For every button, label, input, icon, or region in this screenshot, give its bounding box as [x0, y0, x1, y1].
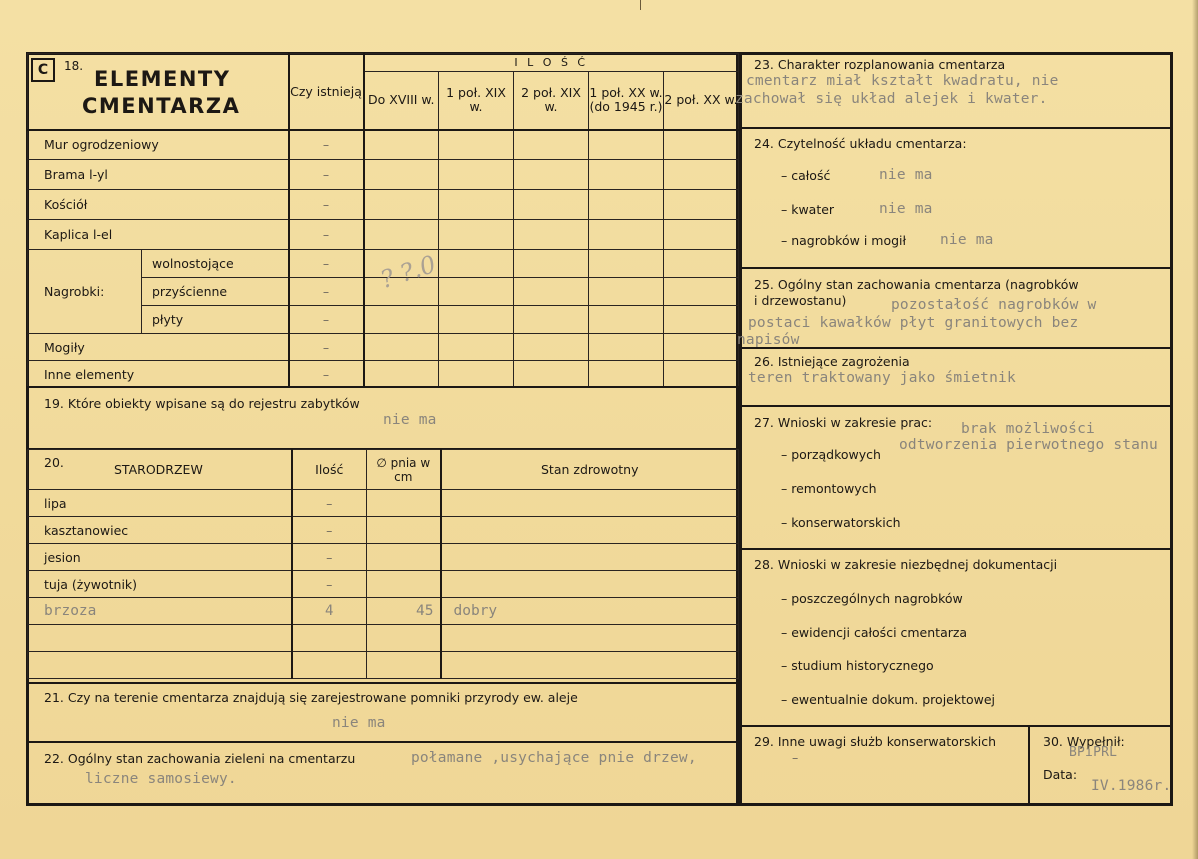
tree-health-cell	[441, 490, 739, 517]
tree-name-cell	[28, 625, 292, 652]
elements-title-line1: ELEMENTY	[94, 67, 231, 91]
element-row-count-cell	[589, 306, 664, 334]
element-row	[28, 334, 739, 361]
q28-item: – ewidencji całości cmentarza	[781, 624, 968, 640]
element-row-exists	[289, 334, 364, 361]
tree-count: –	[326, 549, 333, 565]
q22-answer-line1: połamane ,usychające pnie drzew,	[411, 750, 697, 766]
section-number: 18.	[64, 59, 84, 73]
element-row-label-cell	[28, 130, 289, 160]
element-row-count-cell	[664, 220, 739, 250]
tree-count-cell	[292, 571, 367, 598]
element-row-count-cell	[439, 278, 514, 306]
element-row-count-cell	[589, 334, 664, 361]
element-row-label-cell	[28, 334, 289, 361]
element-row-count-cell	[514, 278, 589, 306]
period-label-1: 1 poł. XIX w.	[446, 85, 506, 115]
element-row-count-cell	[514, 190, 589, 220]
element-row-exists	[289, 160, 364, 190]
tree-health: dobry	[453, 603, 498, 619]
element-row	[28, 130, 739, 160]
q26-answer: teren traktowany jako śmietnik	[748, 370, 1016, 386]
element-row-count-cell	[664, 334, 739, 361]
tree-count: –	[326, 495, 333, 511]
element-row-count-cell	[439, 361, 514, 388]
tree-row-empty	[28, 652, 739, 679]
element-exists-value: –	[322, 197, 330, 212]
element-row-count-cell	[664, 160, 739, 190]
tree-count-cell	[292, 625, 367, 652]
elements-title-cell	[28, 54, 289, 130]
tree-row-empty	[28, 625, 739, 652]
q25-label-line2: i drzewostanu)	[754, 293, 847, 308]
q28-label: 28. Wnioski w zakresie niezbędnej dokumentacji	[754, 557, 1058, 572]
q29-label: 29. Inne uwagi służb konserwatorskich	[754, 734, 996, 749]
element-row-label-cell	[28, 220, 289, 250]
tree-row	[28, 598, 739, 625]
tree-count-cell	[292, 490, 367, 517]
q30-filled-by: BPiPRL	[1069, 745, 1118, 760]
tree-name-cell	[28, 490, 292, 517]
card-edge-shadow	[1192, 0, 1198, 859]
pencil-note: ? ?.0	[377, 249, 440, 295]
q22-top-rule	[27, 741, 739, 743]
q28-item: – poszczególnych nagrobków	[781, 591, 963, 606]
q24-item-label: – kwater	[781, 202, 835, 217]
element-row-label: Mur ogrodzeniowy	[44, 137, 159, 153]
element-row-count-cell	[364, 361, 439, 388]
q25-answer-line2: postaci kawałków płyt granitowych bez	[748, 315, 1079, 331]
period-label-4: 2 poł. XX w.	[664, 92, 738, 108]
element-row-count-cell	[589, 160, 664, 190]
element-row-count-cell	[364, 306, 439, 334]
q26-top-rule	[740, 347, 1172, 349]
q24-item-label: – całość	[781, 168, 831, 183]
element-row-exists	[289, 130, 364, 160]
element-row-count-cell	[439, 220, 514, 250]
trees-col-diam	[367, 450, 441, 490]
element-row-label: wolnostojące	[152, 256, 234, 271]
q23-answer-line2: zachował się układ alejek i kwater.	[735, 91, 1048, 107]
q25-answer-line1: pozostałość nagrobków w	[891, 297, 1097, 313]
element-exists-value: –	[322, 284, 330, 299]
q21-label: 21. Czy na terenie cmentarza znajdują się zarejestrowane pomniki przyrody ew. aleje	[44, 690, 578, 705]
ilosc-label: I L O Ś Ć	[514, 56, 589, 69]
date-label: Data:	[1043, 767, 1078, 782]
tree-row	[28, 517, 739, 544]
element-row-count-cell	[439, 160, 514, 190]
q28-top-rule	[740, 548, 1172, 550]
element-row-exists	[289, 220, 364, 250]
tree-count-cell	[292, 598, 367, 625]
element-row-count-cell	[589, 190, 664, 220]
element-row-label-cell	[28, 160, 289, 190]
element-row-count-cell	[439, 190, 514, 220]
elements-table	[27, 53, 739, 388]
element-row-count-cell	[664, 306, 739, 334]
tree-name: lipa	[44, 495, 67, 511]
q29-top-rule	[740, 725, 1172, 727]
q24-item-label: – nagrobków i mogił	[781, 233, 907, 248]
q19-answer: nie ma	[383, 412, 437, 428]
trees-title-cell	[28, 450, 292, 490]
element-row-exists	[289, 278, 364, 306]
element-row-count-cell	[439, 130, 514, 160]
ilosc-header	[364, 54, 739, 72]
element-row-label-cell	[28, 361, 289, 388]
element-row-count-cell	[664, 361, 739, 388]
period-header-1	[439, 72, 514, 130]
element-row-count-cell	[589, 278, 664, 306]
period-label-0: Do XVIII w.	[368, 92, 435, 108]
tree-count-cell	[292, 652, 367, 679]
trees-table	[27, 449, 739, 679]
q21-top-rule	[27, 682, 739, 684]
tree-name: kasztanowiec	[44, 522, 129, 538]
element-row-count-cell	[514, 220, 589, 250]
q27-item: – remontowych	[781, 481, 877, 496]
element-exists-value: –	[322, 167, 330, 182]
element-row-count-cell	[664, 130, 739, 160]
element-row-count-cell	[589, 361, 664, 388]
element-row	[28, 220, 739, 250]
tree-diam-cell	[367, 598, 441, 625]
nagrobki-group-cell	[28, 250, 142, 334]
element-row-count-cell	[589, 220, 664, 250]
tree-health-cell	[441, 652, 739, 679]
element-row-label-cell	[142, 250, 289, 278]
element-row	[28, 160, 739, 190]
q20-number: 20.	[44, 455, 64, 470]
element-row-exists	[289, 190, 364, 220]
tree-health-cell	[441, 598, 739, 625]
element-row-count-cell	[439, 306, 514, 334]
element-row-label-cell	[142, 278, 289, 306]
tree-row	[28, 544, 739, 571]
element-row-label: Brama l-yl	[44, 167, 108, 182]
element-row-count-cell	[364, 130, 439, 160]
q27-item: – konserwatorskich	[781, 515, 901, 530]
element-row-label-cell	[28, 190, 289, 220]
element-row	[28, 190, 739, 220]
q29-answer: –	[792, 750, 799, 765]
element-row-count-cell	[364, 190, 439, 220]
tree-count-cell	[292, 517, 367, 544]
tree-diam-cell	[367, 490, 441, 517]
tree-diam-cell	[367, 625, 441, 652]
tree-diam-cell	[367, 517, 441, 544]
q19-label: 19. Które obiekty wpisane są do rejestru zabytków	[44, 396, 360, 411]
q23-label: 23. Charakter rozplanowania cmentarza	[754, 57, 1006, 72]
q25-answer-line3: napisów	[737, 332, 800, 348]
tree-name: brzoza	[44, 603, 97, 619]
trees-col-health	[441, 450, 739, 490]
period-header-0	[364, 72, 439, 130]
element-row-count-cell	[514, 160, 589, 190]
tree-diam-cell	[367, 571, 441, 598]
element-exists-value: –	[322, 312, 330, 327]
element-row-count-cell	[514, 361, 589, 388]
q27-label: 27. Wnioski w zakresie prac:	[754, 415, 933, 430]
element-exists-value: –	[322, 256, 330, 271]
element-row-label-cell	[142, 306, 289, 334]
element-row-count-cell	[364, 160, 439, 190]
element-row-exists	[289, 361, 364, 388]
q21-answer: nie ma	[332, 715, 386, 731]
q23-answer-line1: cmentarz miał kształt kwadratu, nie	[746, 73, 1059, 89]
col-exists-label: Czy istnieją	[290, 83, 362, 99]
element-row-label: Kościół	[44, 197, 88, 212]
element-row-label: Mogiły	[44, 339, 85, 355]
tree-count: 4	[325, 603, 334, 619]
q24-item-answer: nie ma	[879, 201, 933, 217]
element-row-count-cell	[664, 190, 739, 220]
element-row-exists	[289, 306, 364, 334]
q24-item-answer: nie ma	[940, 232, 994, 248]
tree-name: jesion	[44, 549, 81, 565]
q25-label-line1: 25. Ogólny stan zachowania cmentarza (nagrobków	[754, 277, 1079, 292]
tree-count-cell	[292, 544, 367, 571]
element-row	[28, 361, 739, 388]
date-value: IV.1986r.	[1091, 778, 1172, 794]
period-header-2	[514, 72, 589, 130]
tree-row	[28, 490, 739, 517]
q28-item: – ewentualnie dokum. projektowej	[781, 691, 996, 707]
tree-health-cell	[441, 517, 739, 544]
tree-name-cell	[28, 517, 292, 544]
tree-name-cell	[28, 544, 292, 571]
element-row-count-cell	[514, 250, 589, 278]
element-row-count-cell	[589, 130, 664, 160]
tree-count: –	[326, 576, 333, 592]
nagrobki-label: Nagrobki:	[44, 284, 105, 299]
q26-label: 26. Istniejące zagrożenia	[754, 354, 910, 369]
q20-title: STARODRZEW	[114, 462, 203, 477]
tree-row	[28, 571, 739, 598]
q24-label: 24. Czytelność układu cmentarza:	[754, 136, 967, 151]
tree-count: –	[326, 522, 333, 538]
tree-diam: 45	[416, 603, 434, 619]
element-row-count-cell	[664, 250, 739, 278]
tree-name-cell	[28, 571, 292, 598]
q22-answer-line2: liczne samosiewy.	[85, 771, 237, 787]
fold-mark	[640, 0, 641, 10]
period-label-3: 1 poł. XX w. (do 1945 r.)	[589, 85, 663, 115]
trees-col-count-label: Ilość	[315, 462, 344, 477]
elements-title-line2: CMENTARZA	[82, 94, 241, 118]
q22-label: 22. Ogólny stan zachowania zieleni na cmentarzu	[44, 751, 356, 766]
tree-health-cell	[441, 571, 739, 598]
element-row-count-cell	[514, 306, 589, 334]
element-row-label: Kaplica l-el	[44, 227, 113, 242]
tree-name-cell	[28, 652, 292, 679]
element-row-count-cell	[364, 220, 439, 250]
tree-name-cell	[28, 598, 292, 625]
q27-top-rule	[740, 405, 1172, 407]
q27-answer-line2: odtworzenia pierwotnego stanu	[899, 437, 1158, 453]
trees-col-health-label: Stan zdrowotny	[541, 462, 639, 477]
tree-diam-cell	[367, 544, 441, 571]
q19-top-rule	[27, 386, 739, 388]
element-exists-value: –	[322, 366, 330, 382]
element-row-count-cell	[514, 334, 589, 361]
q28-item: – studium historycznego	[781, 658, 934, 673]
period-header-4	[664, 72, 739, 130]
trees-col-diam-label: ∅ pnia w cm	[376, 455, 431, 484]
q30-divider	[1028, 726, 1030, 805]
q25-top-rule	[740, 267, 1172, 269]
element-row-count-cell	[439, 334, 514, 361]
element-exists-value: –	[322, 137, 330, 153]
section-letter-box: C	[31, 58, 55, 82]
element-exists-value: –	[322, 227, 330, 242]
tree-diam-cell	[367, 652, 441, 679]
element-row-count-cell	[589, 250, 664, 278]
element-row-count-cell	[439, 250, 514, 278]
element-row-exists	[289, 250, 364, 278]
period-label-2: 2 poł. XIX w.	[521, 85, 581, 115]
element-row-count-cell	[664, 278, 739, 306]
element-exists-value: –	[322, 339, 330, 355]
q24-item-answer: nie ma	[879, 167, 933, 183]
element-row-label: przyścienne	[152, 284, 228, 299]
trees-col-count	[292, 450, 367, 490]
element-row-count-cell	[364, 334, 439, 361]
tree-health-cell	[441, 544, 739, 571]
q27-item: – porządkowych	[781, 447, 881, 462]
element-row-label: płyty	[152, 312, 184, 327]
q27-answer-line1: brak możliwości	[961, 421, 1095, 437]
tree-name: tuja (żywotnik)	[44, 576, 138, 592]
col-exists-header	[289, 54, 364, 130]
element-row-count-cell	[514, 130, 589, 160]
tree-health-cell	[441, 625, 739, 652]
q24-top-rule	[740, 127, 1172, 129]
period-header-3	[589, 72, 664, 130]
q30-label: 30. Wypełnił:	[1043, 734, 1125, 749]
element-row-label: Inne elementy	[44, 366, 135, 382]
